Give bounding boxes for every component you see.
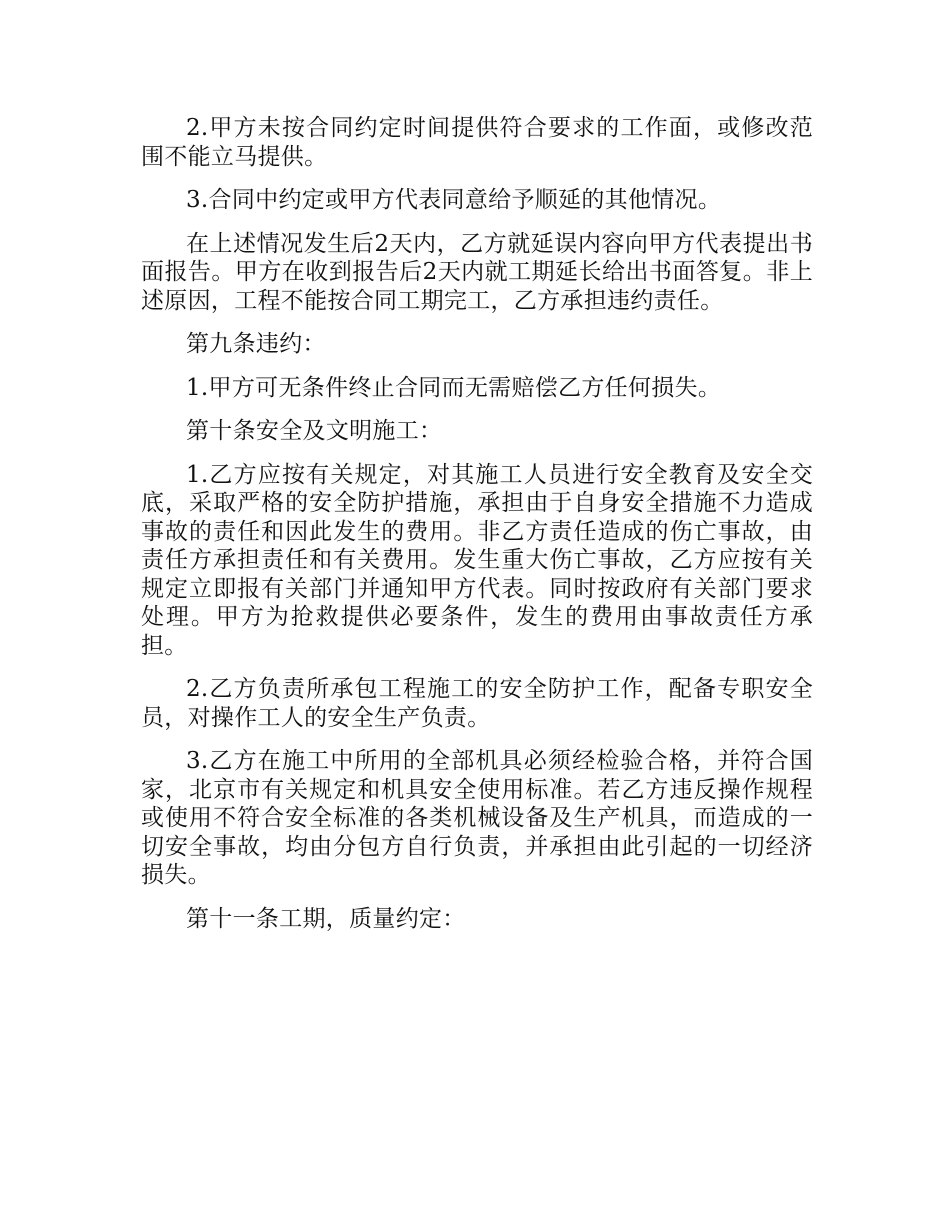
paragraph-safety-1: 1.乙方应按有关规定，对其施工人员进行安全教育及安全交底，采取严格的安全防护措施，承担由于自身安全措施不力造成事故的责任和因此发生的费用。非乙方责任造成的伤亡事故，由责任方承担责任和有关费用。发生重大伤亡事故，乙方应按有关规定立即报有关部门并通知甲方代表。同时按政府有关部门要求处理。甲方为抢救提供必要条件，发生的费用由事故责任方承担。	[141, 461, 813, 659]
document-body	[141, 114, 813, 948]
article-10-heading: 第十条安全及文明施工：	[186, 418, 443, 444]
article-11-heading: 第十一条工期，质量约定：	[186, 905, 466, 932]
paragraph-safety-3: 3.乙方在施工中所用的全部机具必须经检验合格，并符合国家，北京市有关规定和机具安全使用标准。若乙方违反操作规程或使用不符合安全标准的各类机械设备及生产机具，而造成的一切安全事故，均由分包方自行负责，并承担由此引起的一切经济损失。	[141, 748, 813, 888]
paragraph-breach-1: 1.甲方可无条件终止合同而无需赔偿乙方任何损失。	[186, 374, 722, 401]
paragraph-delay-cause-2: 2.甲方未按合同约定时间提供符合要求的工作面，或修改范围不能立马提供。	[141, 115, 813, 170]
article-9-heading: 第九条违约：	[186, 331, 326, 357]
paragraph-safety-2: 2.乙方负责所承包工程施工的安全防护工作，配备专职安全员，对操作工人的安全生产负责。	[141, 676, 813, 731]
paragraph-delay-report: 在上述情况发生后2天内，乙方就延误内容向甲方代表提出书面报告。甲方在收到报告后2天内就工期延长给出书面答复。非上述原因，工程不能按合同工期完工，乙方承担违约责任。	[141, 230, 813, 314]
paragraph-delay-cause-3: 3.合同中约定或甲方代表同意给予顺延的其他情况。	[186, 187, 722, 213]
